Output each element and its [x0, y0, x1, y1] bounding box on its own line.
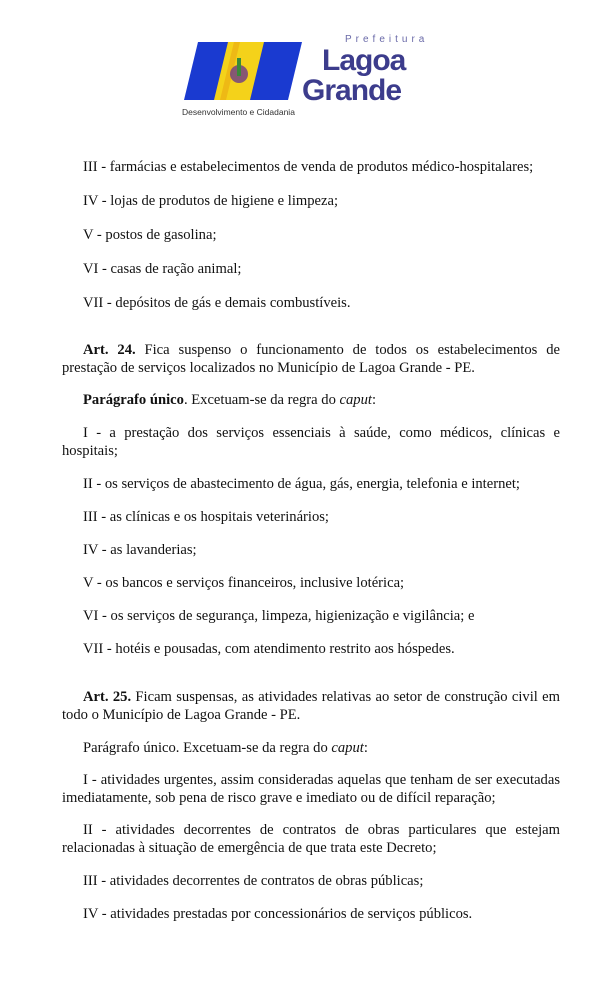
prefeitura-logo — [180, 38, 305, 102]
caput-term: caput — [339, 392, 372, 408]
article-24 — [62, 341, 560, 377]
colon: : — [363, 740, 368, 756]
list-item: VI - os serviços de segurança, limpeza, higienização e vigilância; e — [83, 608, 475, 624]
paragraph-label: Parágrafo único — [83, 392, 184, 408]
list-item: II - os serviços de abastecimento de água, gás, energia, telefonia e internet; — [83, 476, 520, 492]
list-item: VII - depósitos de gás e demais combustíveis. — [83, 295, 351, 311]
list-item: III - as clínicas e os hospitais veterinários; — [83, 509, 329, 525]
paragraph-text: . Excetuam-se da regra do — [183, 392, 340, 408]
article-text: Fica suspenso o funcionamento de todos os estabelecimentos de prestação de serviços localizados no Município de Lagoa Grande - PE. — [62, 342, 560, 376]
list-item: III - farmácias e estabelecimentos de venda de produtos médico-hospitalares; — [83, 159, 534, 175]
article-text: Ficam suspensas, as atividades relativas ao setor de construção civil em todo o Município de Lagoa Grande - PE. — [62, 689, 560, 723]
colon: : — [371, 392, 377, 408]
list-item: VII - hotéis e pousadas, com atendimento restrito aos hóspedes. — [83, 641, 455, 657]
logo-name-line2: Grande — [302, 74, 402, 107]
list-item: V - os bancos e serviços financeiros, inclusive lotérica; — [83, 575, 405, 591]
logo-tagline: Desenvolvimento e Cidadania — [182, 107, 295, 117]
article-label: Art. 25. — [83, 689, 132, 705]
paragraph-text: Parágrafo único. Excetuam-se da regra do — [83, 740, 332, 756]
list-item: II - atividades decorrentes de contratos de obras particulares que estejam relacionadas à situação de emergência de que trata este Decreto; — [62, 822, 560, 856]
list-item: V - postos de gasolina; — [83, 227, 217, 243]
paragraph-unico — [62, 391, 560, 409]
list-item: IV - atividades prestadas por concessionários de serviços públicos. — [83, 906, 473, 922]
logo-prefix: Prefeitura — [345, 34, 429, 45]
list-item: I - atividades urgentes, assim consideradas aquelas que tenham de ser executadas imediatamente, sob pena de risco grave e imediato ou de difícil reparação; — [62, 772, 560, 806]
list-item: IV - lojas de produtos de higiene e limpeza; — [83, 193, 339, 209]
list-item: I - a prestação dos serviços essenciais à saúde, como médicos, clínicas e hospitais; — [62, 425, 560, 459]
flag-icon — [184, 40, 304, 102]
caput-term: caput — [331, 740, 364, 756]
list-item: IV - as lavanderias; — [83, 542, 197, 558]
article-25 — [62, 688, 560, 724]
list-item: III - atividades decorrentes de contratos de obras públicas; — [83, 873, 424, 889]
logo-name-line1: Lagoa — [322, 44, 406, 77]
paragraph-unico — [62, 739, 560, 757]
list-item: VI - casas de ração animal; — [83, 261, 242, 277]
article-label: Art. 24. — [83, 342, 136, 358]
